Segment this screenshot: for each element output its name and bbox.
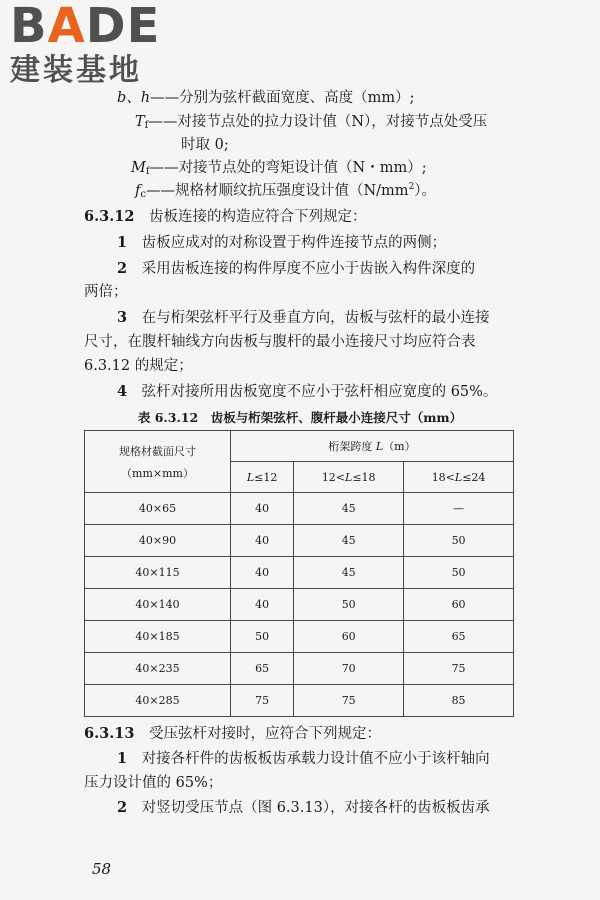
table-cell-size: 40×115	[85, 557, 231, 589]
table-cell-value: —	[404, 493, 514, 525]
clause-6-3-13: 6.3.13 受压弦杆对接时，应符合下列规定：	[84, 725, 381, 742]
table-cell-value: 40	[231, 493, 294, 525]
var-def-bh: b、h——分别为弦杆截面宽度、高度（mm）;	[117, 90, 415, 106]
table-cell-size: 40×185	[85, 621, 231, 653]
table-cell-value: 60	[404, 589, 514, 621]
logo-subtitle: 建装基地	[10, 53, 142, 88]
var-def-fc: $f_c——$规格材顺纹抗压强度设计值$(N/mm^2)$。	[135, 182, 437, 200]
clause-6-3-12-item-3-cont: 尺寸，在腹杆轴线方向齿板与腹杆的最小连接尺寸均应符合表	[84, 334, 476, 350]
table-row	[85, 653, 514, 685]
page-number: 58	[92, 860, 112, 878]
table-cell-size: 40×235	[85, 653, 231, 685]
header-truss-span: 桁架跨度 L（m）	[231, 431, 514, 462]
header-span-2: 12<L≤18	[294, 462, 404, 493]
table-row	[85, 621, 514, 653]
var-def-tf: $T_f——$对接节点处的拉力设计值（N），对接节点处受压	[135, 114, 488, 131]
table-cell-value: 45	[294, 557, 404, 589]
table-cell-value: 75	[404, 653, 514, 685]
table-cell-size: 40×90	[85, 525, 231, 557]
table-cell-value: 45	[294, 493, 404, 525]
var-def-mf: $M_f——$对接节点处的弯矩设计值（N・mm）;	[131, 160, 427, 177]
clause-6-3-13-item-1: 1 对接各杆件的齿板板齿承载力设计值不应小于该杆轴向	[117, 750, 490, 767]
table-cell-value: 75	[231, 685, 294, 717]
table-cell-value: 50	[294, 589, 404, 621]
logo-text: BADE	[10, 0, 161, 54]
table-cell-value: 40	[231, 557, 294, 589]
table-caption: 表 6.3.12 齿板与桁架弦杆、腹杆最小连接尺寸（mm）	[137, 410, 463, 425]
table-cell-value: 50	[231, 621, 294, 653]
var-def-tf-cont: 时取 0;	[181, 137, 229, 153]
table-row	[85, 525, 514, 557]
clause-6-3-12-item-1: 1 齿板应成对的对称设置于构件连接节点的两侧；	[117, 234, 447, 251]
table-cell-size: 40×140	[85, 589, 231, 621]
table-cell-value: 50	[404, 557, 514, 589]
clause-6-3-13-item-1-cont: 压力设计值的 65%；	[84, 775, 223, 791]
watermark-logo	[10, 2, 175, 94]
header-section-size: 规格材截面尺寸 （mm×mm）	[85, 431, 231, 493]
table-cell-value: 75	[294, 685, 404, 717]
connection-size-table	[84, 430, 514, 717]
clause-6-3-13-item-2: 2 对竖切受压节点（图 6.3.13），对接各杆的齿板板齿承	[117, 799, 490, 816]
table-row	[85, 493, 514, 525]
header-span-1: L≤12	[231, 462, 294, 493]
table-row	[85, 557, 514, 589]
table-cell-value: 65	[404, 621, 514, 653]
table-cell-size: 40×65	[85, 493, 231, 525]
table-cell-size: 40×285	[85, 685, 231, 717]
clause-6-3-12-item-4: 4 弦杆对接所用齿板宽度不应小于弦杆相应宽度的 65%。	[117, 383, 498, 400]
table-cell-value: 60	[294, 621, 404, 653]
clause-6-3-12: 6.3.12 齿板连接的构造应符合下列规定：	[84, 208, 367, 225]
table-row	[85, 685, 514, 717]
table-cell-value: 70	[294, 653, 404, 685]
clause-6-3-12-item-3-cont2: 6.3.12 的规定；	[84, 358, 193, 374]
table-cell-value: 40	[231, 589, 294, 621]
table-row	[85, 589, 514, 621]
table-cell-value: 85	[404, 685, 514, 717]
clause-6-3-12-item-3: 3 在与桁架弦杆平行及垂直方向，齿板与弦杆的最小连接	[117, 309, 490, 326]
clause-6-3-12-item-2-cont: 两倍；	[84, 284, 128, 300]
table-cell-value: 45	[294, 525, 404, 557]
table-cell-value: 40	[231, 525, 294, 557]
clause-6-3-12-item-2: 2 采用齿板连接的构件厚度不应小于齿嵌入构件深度的	[117, 260, 476, 277]
table-cell-value: 65	[231, 653, 294, 685]
table-cell-value: 50	[404, 525, 514, 557]
header-span-3: 18<L≤24	[404, 462, 514, 493]
